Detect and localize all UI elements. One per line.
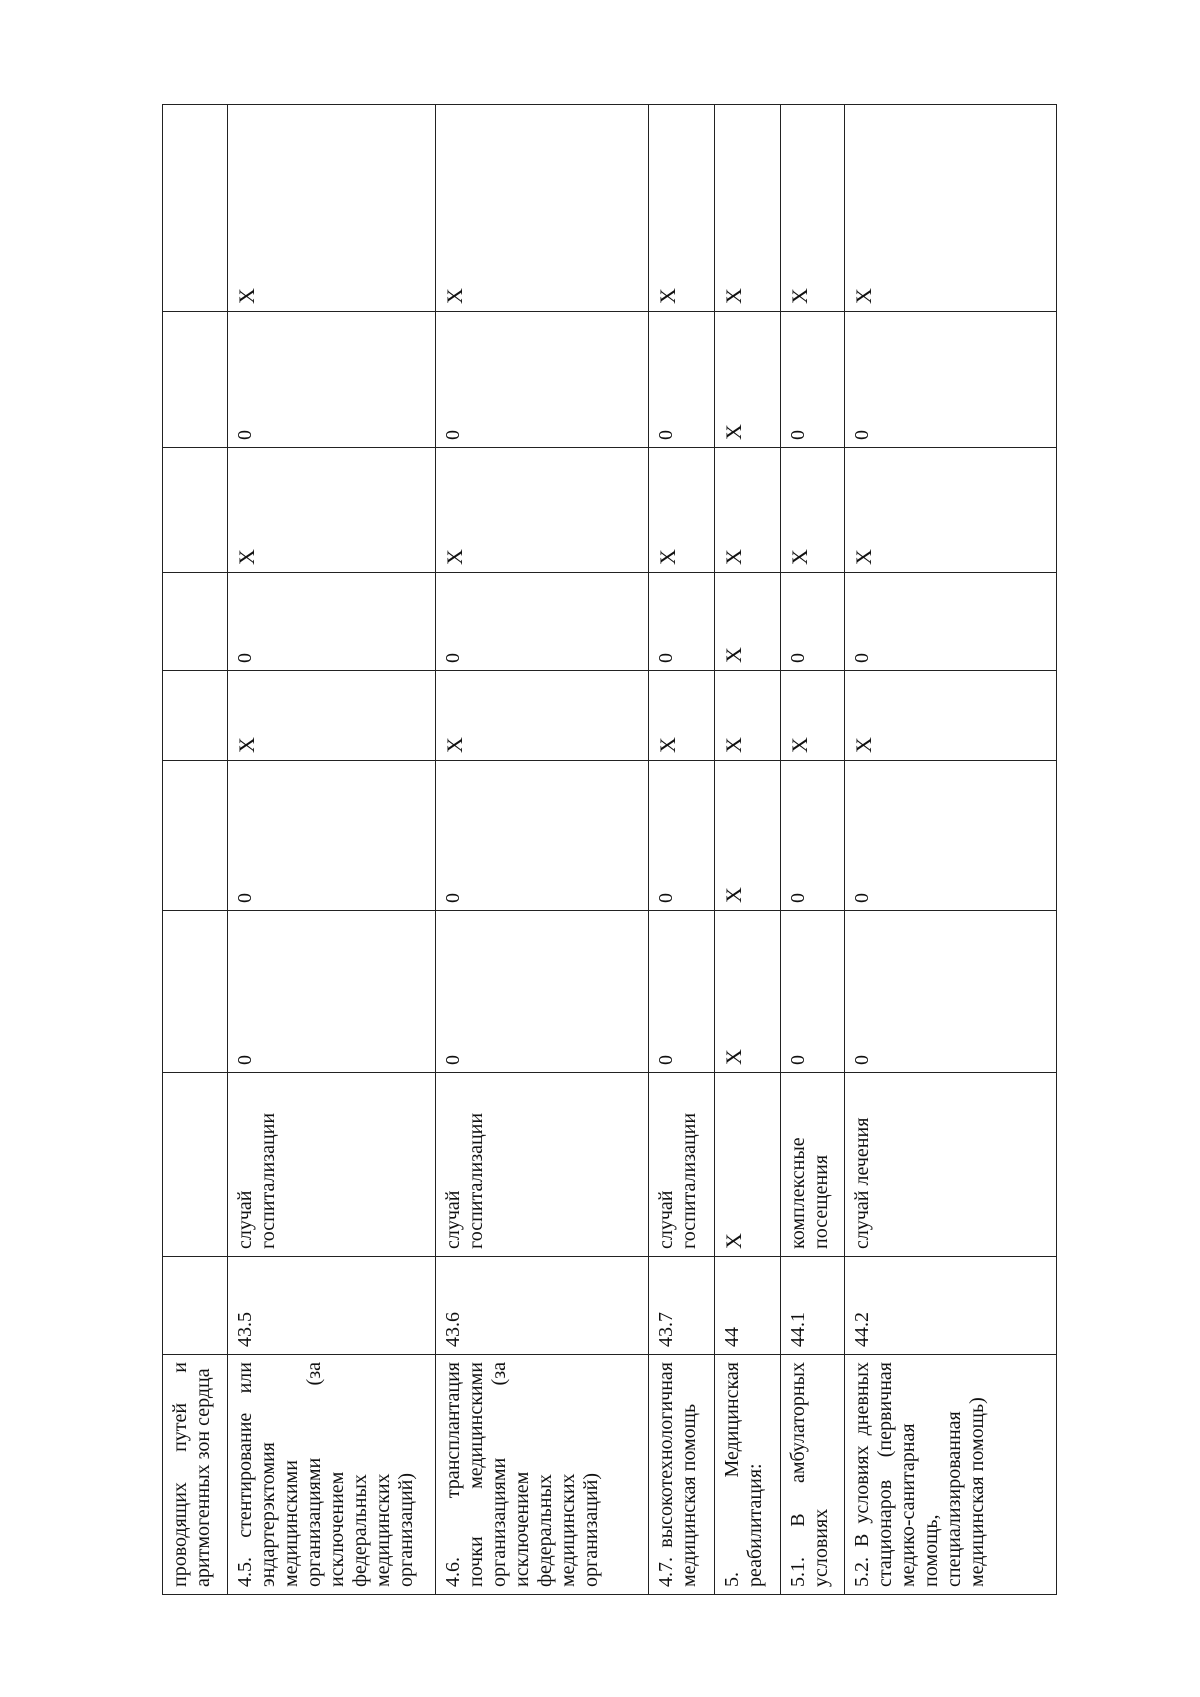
row-number: 44.2 [845,1257,1057,1355]
data-table [162,104,1057,1595]
row-value: X [715,105,781,312]
row-unit: комплексные посещения [781,1073,845,1257]
table-row [845,105,1057,1595]
row-value: X [781,105,845,312]
row-name: проводящих путей и аритмогенных зон сердца [163,1355,228,1595]
row-value: 0 [845,312,1057,448]
row-unit: случай госпитализации [436,1073,649,1257]
row-value: X [715,312,781,448]
page-content [162,105,1056,1595]
row-value: 0 [436,312,649,448]
row-number: 44.1 [781,1257,845,1355]
row-value [163,761,228,911]
row-value: 0 [781,312,845,448]
row-value [163,911,228,1073]
row-value: 0 [228,761,436,911]
row-number: 43.5 [228,1257,436,1355]
row-value: X [715,761,781,911]
row-unit: случай госпитализации [228,1073,436,1257]
row-value: X [781,448,845,573]
row-value: 0 [845,761,1057,911]
row-value: X [228,105,436,312]
row-value: 0 [845,911,1057,1073]
row-value: 0 [436,761,649,911]
row-value: X [649,105,715,312]
row-value: X [649,448,715,573]
row-value: 0 [228,573,436,671]
row-number: 43.7 [649,1257,715,1355]
row-value: 0 [649,312,715,448]
row-name: 5.1. В амбулаторных условиях [781,1355,845,1595]
row-value: 0 [649,761,715,911]
row-value: X [845,448,1057,573]
row-name: 5.2. В условиях дневных стационаров (первичная медико-санитарная помощь, специализированная медицинская помощь) [845,1355,1057,1595]
row-number: 43.6 [436,1257,649,1355]
row-value: X [781,671,845,761]
row-unit: случай госпитализации [649,1073,715,1257]
row-value: X [436,105,649,312]
row-name: 5. Медицинская реабилитация: [715,1355,781,1595]
row-value: 0 [781,911,845,1073]
table-row [649,105,715,1595]
row-number [163,1257,228,1355]
row-value: 0 [781,573,845,671]
row-value [163,105,228,312]
table-row [163,105,228,1595]
row-number: 44 [715,1257,781,1355]
table-row [781,105,845,1595]
row-value: 0 [649,573,715,671]
row-value: X [715,671,781,761]
row-name: 4.7. высокотехнологичная медицинская помощь [649,1355,715,1595]
row-value: X [715,573,781,671]
row-value: 0 [228,911,436,1073]
row-value [163,448,228,573]
row-value [163,573,228,671]
row-value: 0 [436,911,649,1073]
row-value: X [436,448,649,573]
row-value: X [228,448,436,573]
row-unit: случай лечения [845,1073,1057,1257]
table-row [228,105,436,1595]
row-value: X [715,448,781,573]
row-unit: X [715,1073,781,1257]
row-name: 4.5. стентирование или эндартерэктомия медицинскими организациями (за исключением федеральных медицинских организаций) [228,1355,436,1595]
row-value: X [845,671,1057,761]
row-value: 0 [781,761,845,911]
row-value: 0 [845,573,1057,671]
table-row [715,105,781,1595]
rotated-table-container [162,105,1056,1595]
row-name: 4.6. трансплантация почки медицинскими организациями (за исключением федеральных медицинских организаций) [436,1355,649,1595]
row-value: X [649,671,715,761]
row-unit [163,1073,228,1257]
row-value: 0 [436,573,649,671]
row-value: X [228,671,436,761]
row-value: X [436,671,649,761]
row-value: 0 [649,911,715,1073]
row-value: 0 [228,312,436,448]
row-value: X [715,911,781,1073]
table-row [436,105,649,1595]
row-value [163,671,228,761]
row-value: X [845,105,1057,312]
row-value [163,312,228,448]
